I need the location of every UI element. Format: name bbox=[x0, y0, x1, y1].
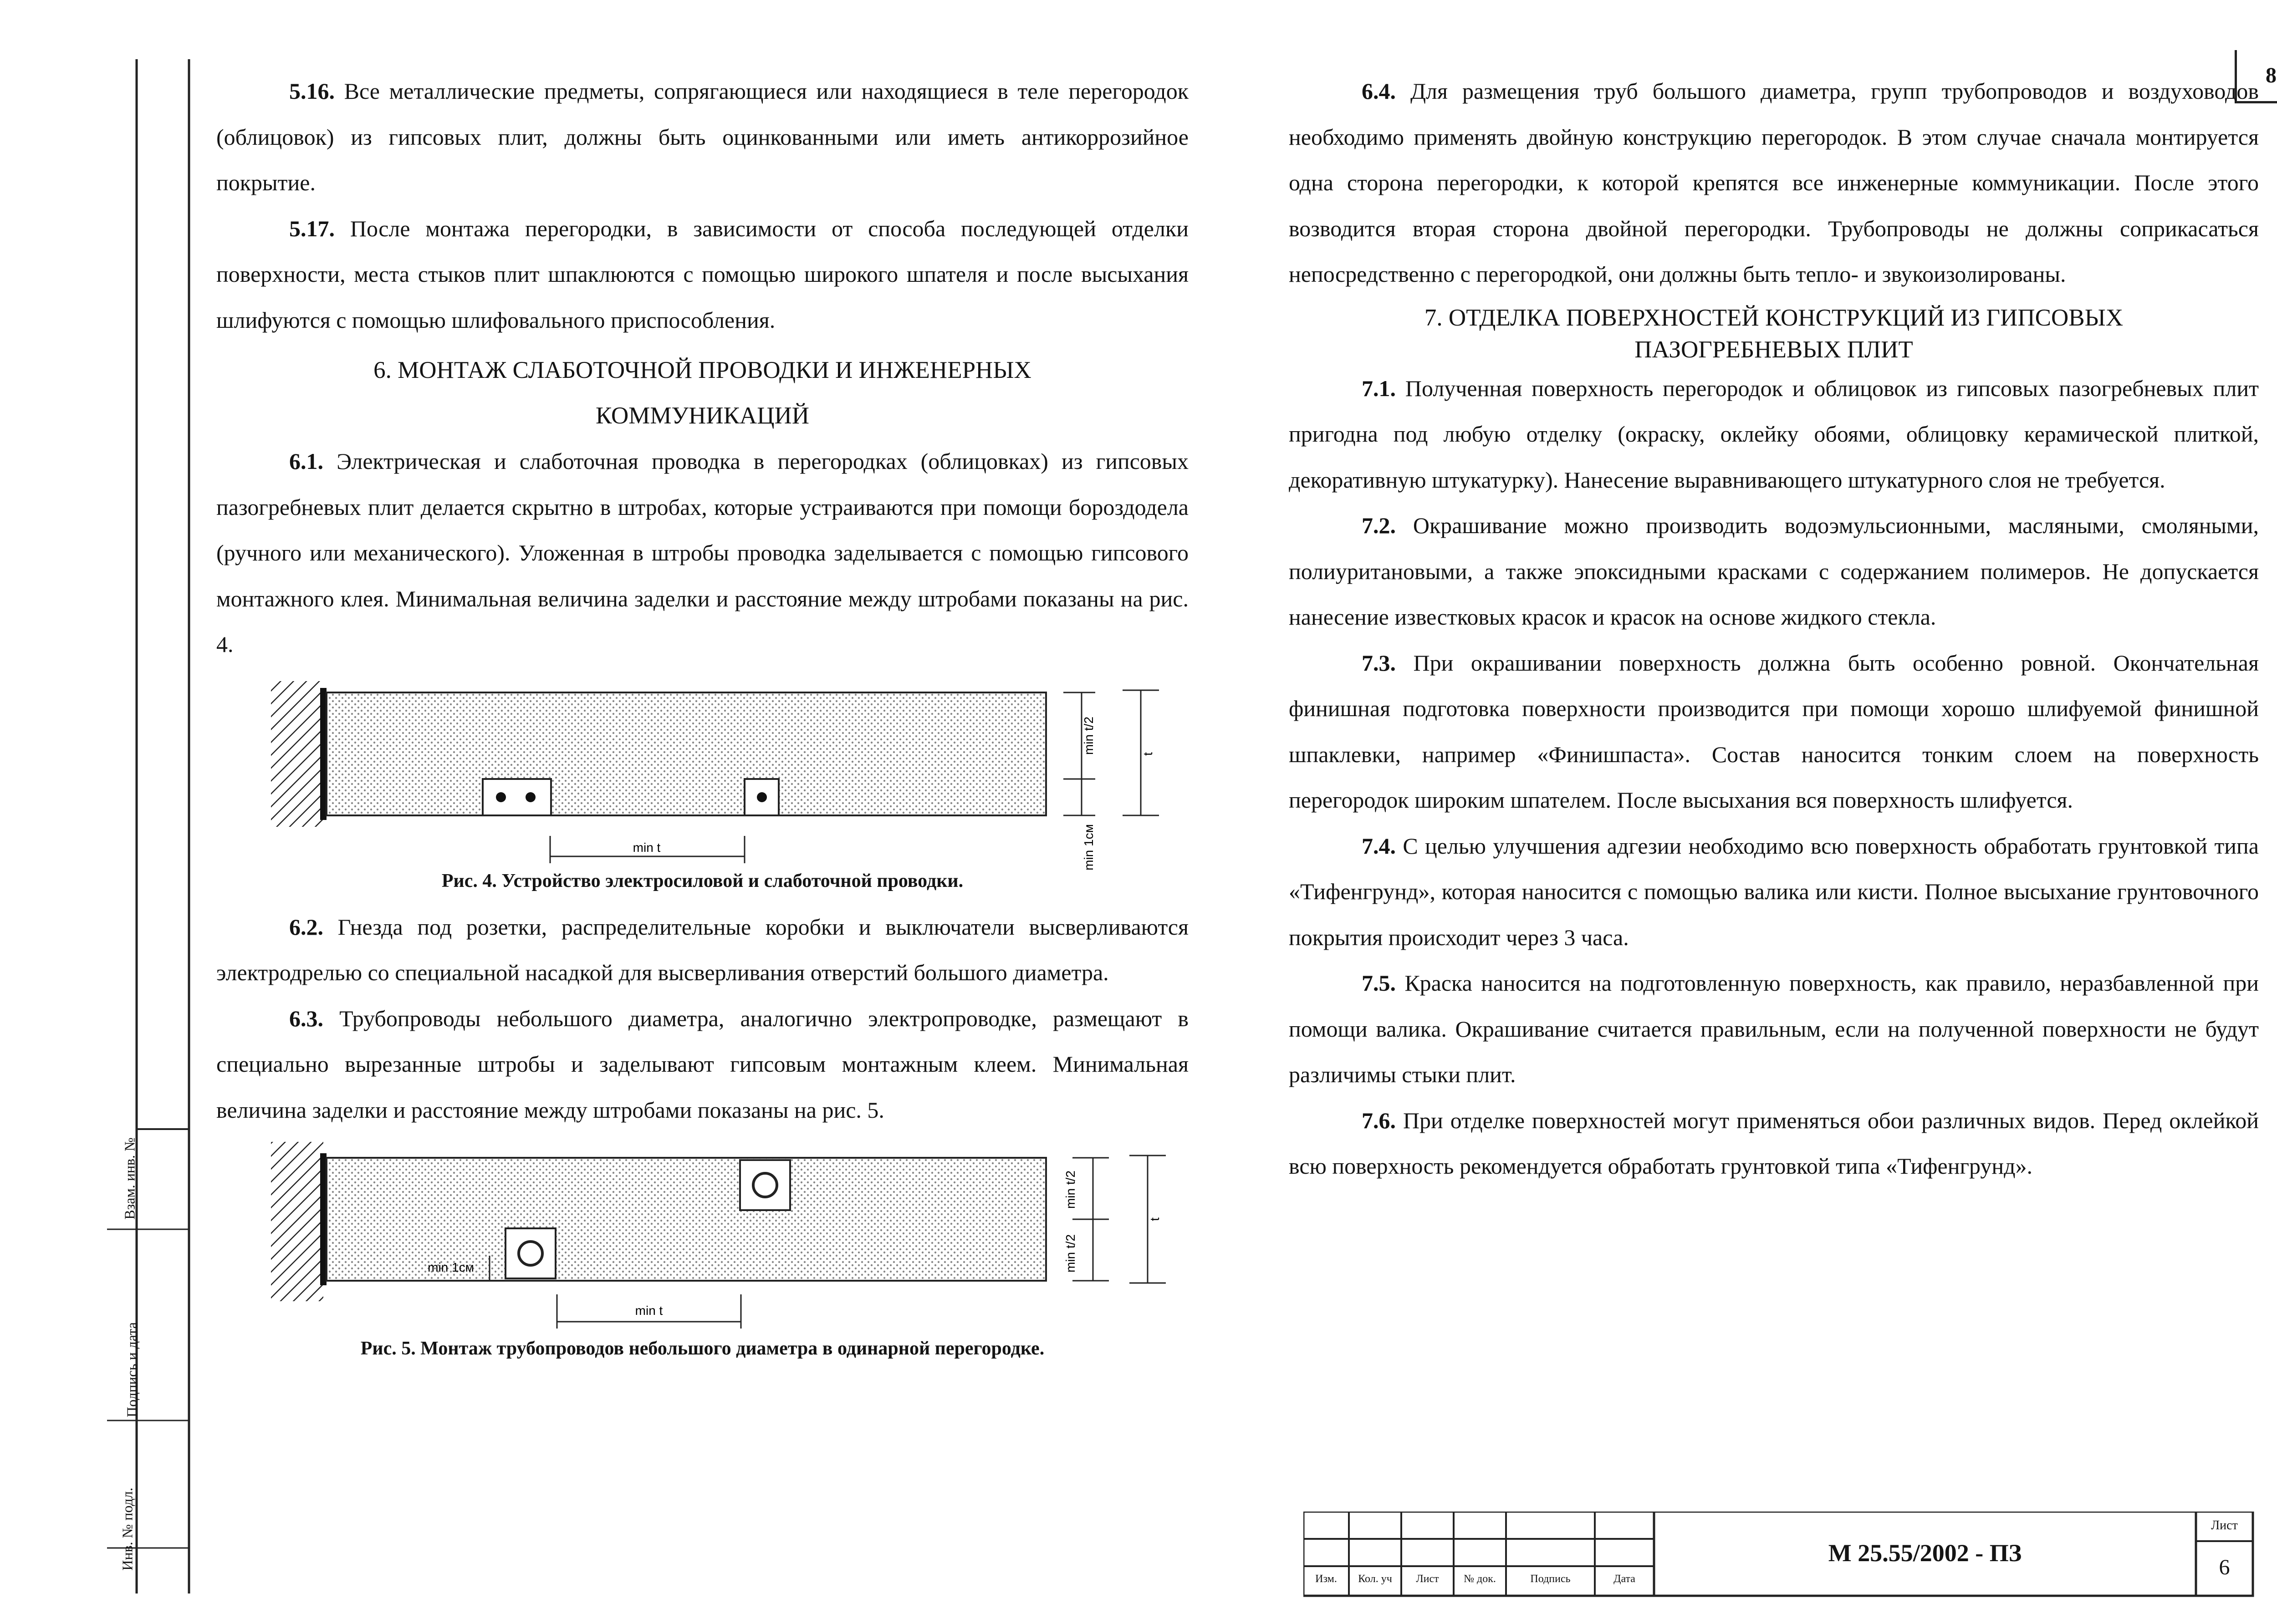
paragraph-7-5: 7.5. Краска наносится на подготовленную поверхность, как правило, неразбавленной при помощи валика. Окрашивание считается правильным, если на полученной поверхности не будут различимы стыки плит. bbox=[1289, 970, 2259, 1087]
paragraph-6-1: 6.1. Электрическая и слаботочная проводка в перегородках (облицовках) из гипсовых пазогребневых плит делается скрытно в штробах, которые устраиваются при помощи бороздодела (ручного или механического). Уложенная в штробы проводка заделывается с помощью гипсового монтажного клея. Минимальная величина заделки и расстояние между штробами показаны на рис. 4. bbox=[216, 448, 1189, 657]
fig4-label-min-1cm: min 1см bbox=[1082, 824, 1096, 871]
section-6-heading-line2: КОММУНИКАЦИЙ bbox=[595, 402, 810, 429]
figure-5 bbox=[216, 1133, 1189, 1379]
margin-binding-lines bbox=[0, 0, 219, 1624]
wall-edge bbox=[320, 688, 327, 820]
figure-4-caption: Рис. 4. Устройство электросиловой и слаботочной проводки. bbox=[441, 870, 964, 891]
stamp-doc-code: М 25.55/2002 - ПЗ bbox=[1828, 1539, 2022, 1567]
paragraph-7-3: 7.3. При окрашивании поверхность должна быть особенно ровной. Окончательная финишная подготовка поверхности производится при помощи хорошо шлифуемой финишной шпаклевки, например «Финишпаста». Состав наносится тонким слоем на поверхность перегородок широким шпателем. После высыхания вся поверхность шлифуется. bbox=[1289, 650, 2259, 813]
paragraph-7-1: 7.1. Полученная поверхность перегородок и облицовок из гипсовых пазогребневых плит пригодна под любую отделку (окраску, оклейку обоями, облицовку керамической плиткой, декоративную штукатурку). Нанесение выравнивающего штукатурного слоя не требуется. bbox=[1289, 375, 2259, 493]
section-7-heading-line2: ПАЗОГРЕБНЕВЫХ ПЛИТ bbox=[1634, 336, 1913, 363]
paragraph-5-17: 5.17. После монтажа перегородки, в зависимости от способа последующей отделки поверхности, места стыков плит шпаклюются с помощью широкого шпателя и после высыхания шлифуются с помощью шлифовального приспособления. bbox=[216, 215, 1189, 333]
right-column bbox=[1289, 68, 2259, 1189]
wall-edge bbox=[320, 1153, 327, 1285]
paragraph-7-6: 7.6. При отделке поверхностей могут применяться обои различных видов. Перед оклейкой всю поверхность рекомендуется обработать грунтовкой типа «Тифенгрунд». bbox=[1289, 1107, 2259, 1179]
stamp-col-koluch: Кол. уч bbox=[1358, 1573, 1392, 1585]
fig4-label-min-t: min t bbox=[633, 840, 661, 855]
figure-5-caption: Рис. 5. Монтаж трубопроводов небольшого диаметра в одинарной перегородке. bbox=[360, 1338, 1045, 1359]
fig5-label-t: t bbox=[1148, 1217, 1162, 1221]
margin-label-vzam-inv: Взам. инв. № bbox=[121, 1137, 138, 1220]
title-block-stamp bbox=[1303, 1512, 2255, 1598]
paragraph-6-3: 6.3. Трубопроводы небольшого диаметра, аналогично электропроводке, размещают в специально вырезанные штробы и заделывают гипсовым монтажным клеем. Минимальная величина заделки и расстояние между штробами показаны на рис. 5. bbox=[216, 1005, 1189, 1123]
fig4-label-t: t bbox=[1141, 752, 1155, 756]
stamp-col-data: Дата bbox=[1613, 1573, 1635, 1585]
fig5-label-min-t: min t bbox=[635, 1303, 663, 1318]
stamp-sheet-label: Лист bbox=[2211, 1518, 2238, 1532]
chase-left bbox=[483, 779, 551, 815]
paragraph-7-4: 7.4. С целью улучшения адгезии необходимо всю поверхность обработать грунтовкой типа «Тифенгрунд», которая наносится с помощью валика или кисти. Полное высыхание грунтовочного покрытия происходит через 3 часа. bbox=[1289, 833, 2259, 950]
left-column bbox=[216, 68, 1189, 1379]
section-6-heading-line1: 6. МОНТАЖ СЛАБОТОЧНОЙ ПРОВОДКИ И ИНЖЕНЕРНЫХ bbox=[373, 357, 1031, 383]
fig5-label-min-t2-top: min t/2 bbox=[1063, 1170, 1077, 1209]
paragraph-5-16: 5.16. Все металлические предметы, сопрягающиеся или находящиеся в теле перегородок (облицовок) из гипсовых плит, должны быть оцинкованными или иметь антикоррозийное покрытие. bbox=[216, 78, 1189, 195]
stamp-col-list: Лист bbox=[1416, 1573, 1439, 1585]
section-7-heading-line1: 7. ОТДЕЛКА ПОВЕРХНОСТЕЙ КОНСТРУКЦИЙ ИЗ ГИПСОВЫХ bbox=[1424, 304, 2124, 331]
margin-label-podpis-data: Подпись и дата bbox=[123, 1322, 140, 1417]
wall-hatch bbox=[271, 681, 323, 827]
fig4-label-min-t2: min t/2 bbox=[1082, 716, 1096, 755]
paragraph-6-4: 6.4. Для размещения труб большого диаметра, групп трубопроводов и воздуховодов необходимо применять двойную конструкцию перегородок. В этом случае сначала монтируется одна сторона перегородки, к которой крепятся все инженерные коммуникации. После этого возводится вторая сторона двойной перегородки. Трубопроводы не должны соприкасаться непосредственно с перегородкой, они должны быть тепло- и звукоизолированы. bbox=[1289, 78, 2259, 287]
margin-label-inv-podl: Инв. № подл. bbox=[119, 1487, 136, 1571]
fig5-label-min-1cm: min 1см bbox=[428, 1260, 474, 1274]
wall-hatch bbox=[271, 1142, 323, 1301]
figure-4 bbox=[216, 667, 1189, 904]
paragraph-7-2: 7.2. Окрашивание можно производить водоэмульсионными, масляными, смоляными, полиуритановыми, а также эпоксидными красками с содержанием полимеров. Не допускается нанесение известковых красок и красок на основе жидкого стекла. bbox=[1289, 513, 2259, 630]
figure-5-drawing bbox=[216, 1133, 1189, 1338]
stamp-col-izm: Изм. bbox=[1315, 1573, 1337, 1585]
page-number-box: 8 bbox=[2235, 50, 2277, 103]
paragraph-6-2: 6.2. Гнезда под розетки, распределительные коробки и выключатели высверливаются электродрелью со специальной насадкой для высверливания отверстий большого диаметра. bbox=[216, 914, 1189, 985]
stamp-col-podpis: Подпись bbox=[1530, 1573, 1571, 1585]
stamp-col-ndok: № док. bbox=[1464, 1573, 1496, 1585]
figure-4-drawing bbox=[216, 667, 1189, 872]
fig5-label-min-t2-bottom: min t/2 bbox=[1063, 1234, 1077, 1273]
partition-body bbox=[327, 692, 1046, 815]
stamp-sheet-number: 6 bbox=[2219, 1555, 2230, 1579]
